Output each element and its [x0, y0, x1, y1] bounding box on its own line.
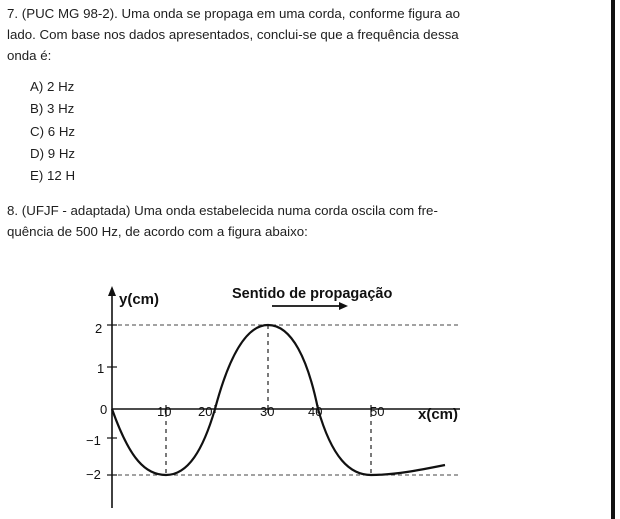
y-tick-label-minus-2: −2 [86, 467, 101, 482]
x-tick-label-20: 20 [198, 404, 213, 419]
x-tick-label-40: 40 [308, 404, 323, 419]
option-a[interactable]: A) 2 Hz [30, 79, 75, 94]
page-edge-bar [611, 0, 615, 519]
y-tick-label-0: 0 [100, 402, 108, 417]
wave-curve [112, 325, 445, 475]
y-tick-label-minus-1: −1 [86, 433, 101, 448]
y-axis-arrowhead [108, 286, 116, 296]
propagation-label: Sentido de propagação [232, 286, 393, 302]
y-tick-label-2: 2 [95, 321, 103, 336]
x-tick-label-30: 30 [260, 404, 275, 419]
question-7-line-3: onda é: [7, 48, 52, 63]
x-tick-label-10: 10 [157, 404, 172, 419]
y-axis-label: y(cm) [119, 291, 160, 308]
question-8-line-2: quência de 500 Hz, de acordo com a figura abaixo: [7, 224, 308, 239]
option-b[interactable]: B) 3 Hz [30, 101, 75, 117]
question-7-line-2: lado. Com base nos dados apresentados, conclui-se que a frequência dessa [7, 27, 459, 42]
option-c[interactable]: C) 6 Hz [30, 123, 76, 139]
propagation-arrowhead [339, 302, 348, 310]
x-axis-label: x(cm) [418, 406, 459, 423]
question-8-line-1: 8. (UFJF - adaptada) Uma onda estabelecida numa corda oscila com fre- [7, 203, 438, 218]
y-tick-label-1: 1 [97, 361, 105, 376]
x-tick-label-50: 50 [370, 404, 385, 419]
option-d[interactable]: D) 9 Hz [30, 145, 76, 161]
option-e[interactable]: E) 12 H [30, 168, 76, 184]
question-7-line-1: 7. (PUC MG 98-2). Uma onda se propaga em uma corda, conforme figura ao [7, 6, 461, 21]
